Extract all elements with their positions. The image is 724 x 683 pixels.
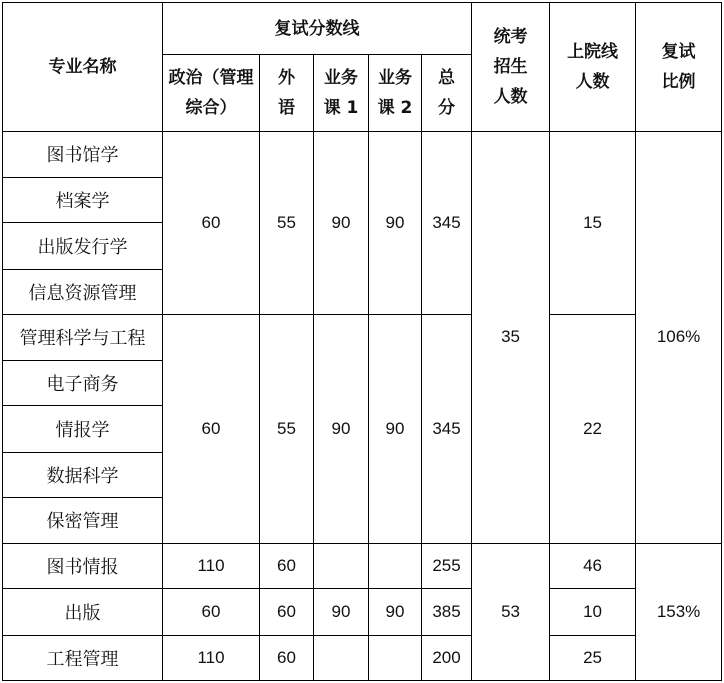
table-row	[3, 131, 722, 177]
politics-score: 60	[163, 314, 260, 543]
header-ratio: 复试比例	[636, 3, 722, 132]
politics-score: 110	[163, 544, 260, 589]
politics-score: 60	[163, 589, 260, 635]
total-score: 255	[422, 544, 472, 589]
academic-enroll: 35	[472, 131, 550, 543]
major-name: 图书情报	[3, 544, 163, 589]
language-score: 55	[260, 131, 314, 314]
total-score: 200	[422, 635, 472, 680]
retest-score-table	[2, 2, 722, 681]
major-name: 出版发行学	[3, 223, 163, 269]
course2-score	[369, 544, 422, 589]
course1-score: 90	[314, 131, 369, 314]
prof-enroll: 53	[472, 544, 550, 681]
course1-score	[314, 635, 369, 680]
major-name: 信息资源管理	[3, 269, 163, 314]
above-line-count: 15	[550, 131, 636, 314]
major-name: 管理科学与工程	[3, 314, 163, 360]
header-retest-line: 复试分数线	[163, 3, 472, 55]
course2-score: 90	[369, 589, 422, 635]
table-row	[3, 635, 722, 680]
major-name: 情报学	[3, 406, 163, 452]
header-total: 总分	[422, 55, 472, 131]
total-score: 385	[422, 589, 472, 635]
politics-score: 60	[163, 131, 260, 314]
above-line-count: 10	[550, 589, 636, 635]
academic-ratio: 106%	[636, 131, 722, 543]
course2-score: 90	[369, 314, 422, 543]
above-line-count: 46	[550, 544, 636, 589]
header-row-1	[3, 3, 722, 55]
language-score: 60	[260, 544, 314, 589]
major-name: 出版	[3, 589, 163, 635]
course1-score: 90	[314, 314, 369, 543]
header-language: 外语	[260, 55, 314, 131]
header-above-line: 上院线人数	[550, 3, 636, 132]
header-enroll: 统考招生人数	[472, 3, 550, 132]
major-name: 档案学	[3, 178, 163, 223]
total-score: 345	[422, 131, 472, 314]
major-name: 保密管理	[3, 497, 163, 543]
header-course1: 业务课 1	[314, 55, 369, 131]
politics-score: 110	[163, 635, 260, 680]
table-row	[3, 589, 722, 635]
major-name: 图书馆学	[3, 131, 163, 177]
header-politics: 政治（管理综合）	[163, 55, 260, 131]
major-name: 电子商务	[3, 361, 163, 406]
course2-score	[369, 635, 422, 680]
major-name: 工程管理	[3, 635, 163, 680]
language-score: 60	[260, 589, 314, 635]
table-row	[3, 314, 722, 360]
above-line-count: 22	[550, 314, 636, 543]
total-score: 345	[422, 314, 472, 543]
header-major: 专业名称	[3, 3, 163, 132]
language-score: 55	[260, 314, 314, 543]
language-score: 60	[260, 635, 314, 680]
course1-score	[314, 544, 369, 589]
table-row	[3, 544, 722, 589]
course1-score: 90	[314, 589, 369, 635]
prof-ratio: 153%	[636, 544, 722, 681]
major-name: 数据科学	[3, 452, 163, 497]
header-course2: 业务课 2	[369, 55, 422, 131]
course2-score: 90	[369, 131, 422, 314]
above-line-count: 25	[550, 635, 636, 680]
